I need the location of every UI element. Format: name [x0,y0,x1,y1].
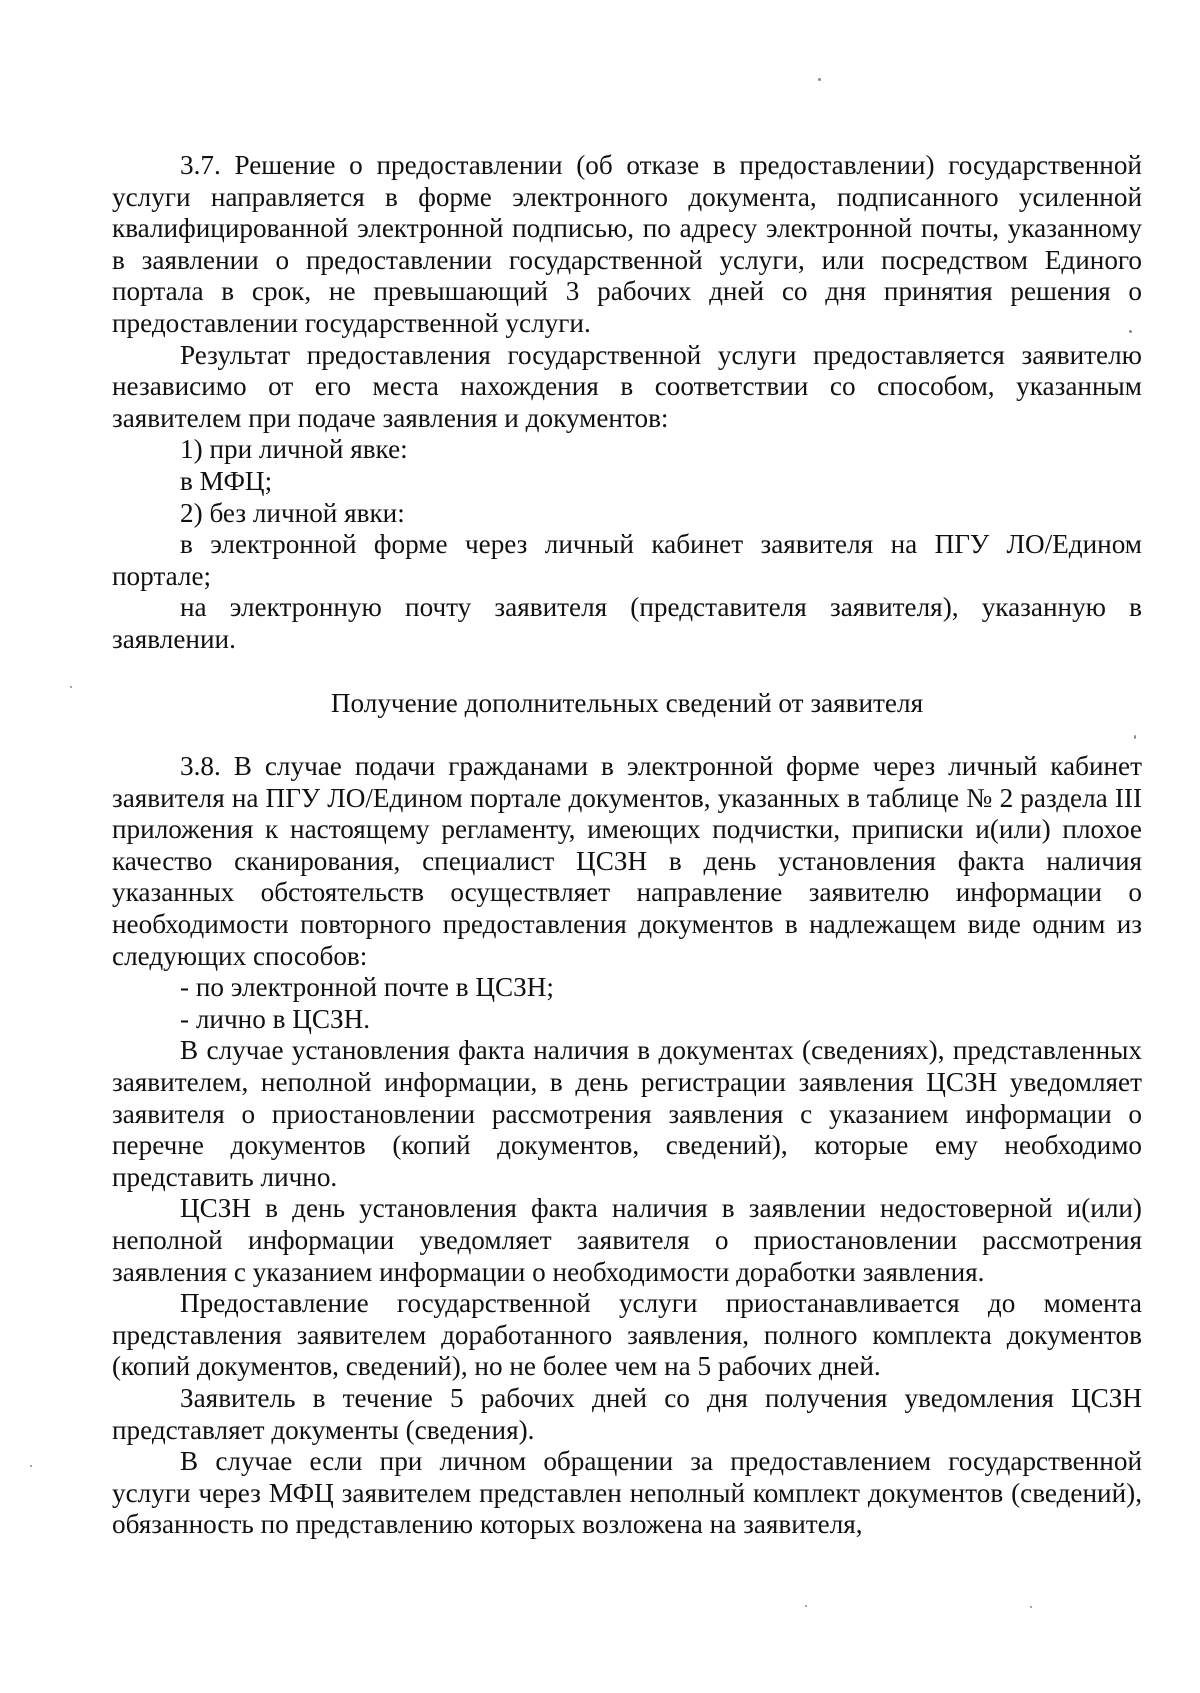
paragraph-applicant-submits: Заявитель в течение 5 рабочих дней со дня получения уведомления ЦСЗН представляет документы (сведения). [112,1382,1142,1445]
paragraph-3-8: 3.8. В случае подачи гражданами в электронной форме через личный кабинет заявителя на ПГУ ЛО/Едином портале документов, указанных в таблице № 2 раздела III приложения к настоящему регламенту, имеющих подчистки, приписки и(или) плохое качество сканирования, специалист ЦСЗН в день установления факта наличия указанных обстоятельств осуществляет направление заявителю информации о необходимости повторного предоставления документов в надлежащем виде одним из следующих способов: [112,751,1142,971]
list-item-email: на электронную почту заявителя (представителя заявителя), указанную в заявлении. [112,592,1142,654]
paragraph-mfc-incomplete: В случае если при личном обращении за предоставлением государственной услуги через МФЦ заявителем представлен неполный комплект документов (сведений), обязанность по представлению которых возложена на заявителя, [112,1446,1142,1540]
paragraph-result: Результат предоставления государственной услуги предоставляется заявителю независимо от его места нахождения в соответствии со способом, указанным заявителем при подаче заявления и документов: [112,339,1142,433]
scan-speck [1030,1606,1032,1608]
paragraph-3-7: 3.7. Решение о предоставлении (об отказе в предоставлении) государственной услуги направляется в форме электронного документа, подписанного усиленной квалифицированной электронной подписью, по адресу электронной почты, указанному в заявлении о предоставлении государственной услуги, или посредством Единого портала в срок, не превышающий 3 рабочих дней со дня принятия решения о предоставлении государственной услуги. [112,150,1142,338]
paragraph-incomplete-info: В случае установления факта наличия в документах (сведениях), представленных заявителем, неполной информации, в день регистрации заявления ЦСЗН уведомляет заявителя о приостановлении рассмотрения заявления с указанием информации о перечне документов (копий документов, сведений), которые ему необходимо представить лично. [112,1035,1142,1192]
list-item-email-cszn: - по электронной почте в ЦСЗН; [180,972,554,1003]
paragraph-unreliable-info: ЦСЗН в день установления факта наличия в заявлении недостоверной и(или) неполной информации уведомляет заявителя о приостановлении рассмотрения заявления с указанием информации о необходимости доработки заявления. [112,1193,1142,1287]
list-item-remote: 2) без личной явки: [180,497,405,528]
scan-speck [1134,735,1136,739]
paragraph-suspension: Предоставление государственной услуги приостанавливается до момента представления заявителем доработанного заявления, полного комплекта документов (копий документов, сведений), но не более чем на 5 рабочих дней. [112,1288,1142,1382]
scan-speck [1129,330,1132,333]
list-item-electronic: в электронной форме через личный кабинет заявителя на ПГУ ЛО/Едином портале; [112,529,1142,591]
scan-speck [805,1605,807,1607]
scan-speck [818,78,821,81]
scan-speck [30,1465,32,1467]
list-item-in-person-cszn: - лично в ЦСЗН. [180,1003,371,1034]
scan-speck [70,686,72,688]
list-item-mfc: в МФЦ; [180,465,273,496]
section-heading: Получение дополнительных сведений от заявителя [330,687,924,718]
document-body [112,150,1142,1541]
list-item-personal: 1) при личной явке: [180,434,408,465]
